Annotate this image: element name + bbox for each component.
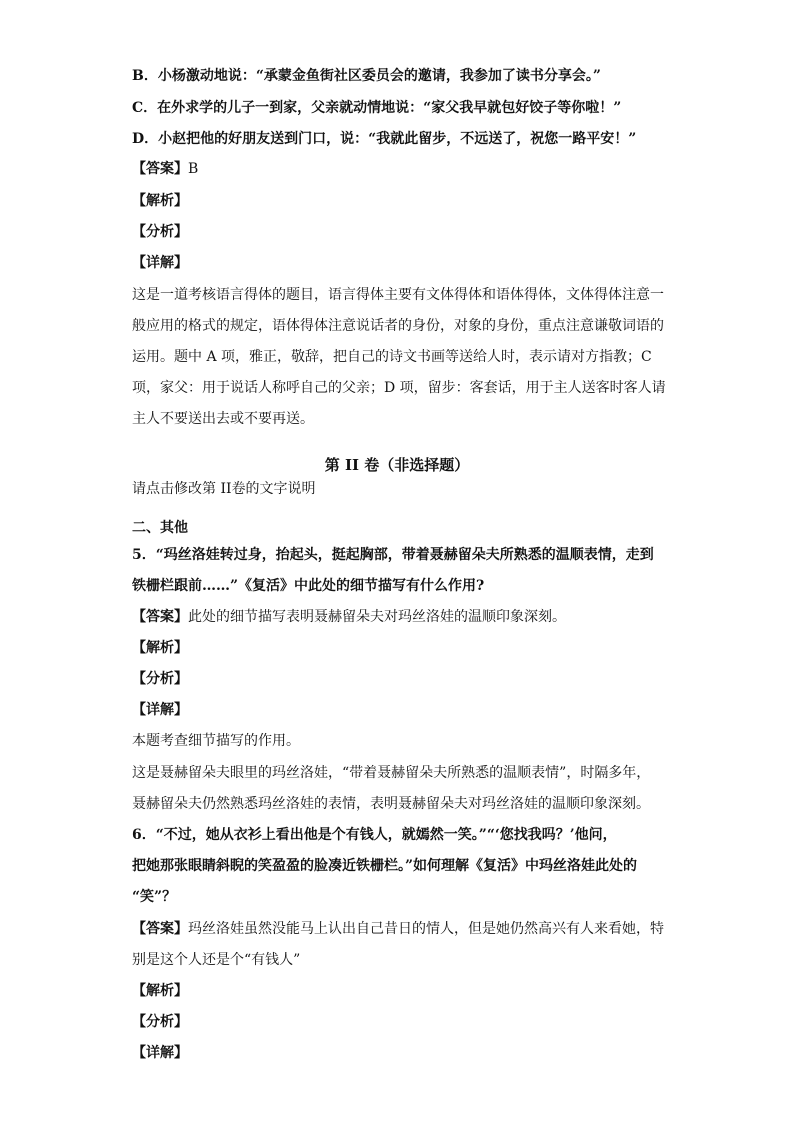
q6-analysis-label: 【解析】: [132, 983, 188, 999]
q6-answer-line: 玛丝洛娃虽然没能马上认出自己昔日的情人，但是她仍然高兴有人来看她，特: [188, 921, 664, 937]
q6-detail-label: 【详解】: [132, 1045, 188, 1061]
q4-option-d: D．小赵把他的好朋友送到门口，说：“我就此留步，不远送了，祝您一路平安！”: [132, 131, 637, 147]
section-title: 第 II 卷（非选择题）: [324, 456, 470, 474]
q5-fenxi-label: 【分析】: [132, 671, 188, 687]
q6-fenxi-label: 【分析】: [132, 1014, 188, 1030]
q4-fenxi-label: 【分析】: [132, 224, 188, 240]
q4-detail-line: 主人不要送出去或不要再送。: [132, 411, 314, 427]
q4-detail-label: 【详解】: [132, 255, 188, 271]
q4-detail-line: 项，家父：用于说话人称呼自己的父亲；D 项，留步：客套话，用于主人送客时客人请: [132, 380, 666, 396]
q4-detail-line: 般应用的格式的规定，语体得体注意说话者的身份，对象的身份，重点注意谦敬词语的: [132, 318, 664, 334]
q4-option-b: B．小杨激动地说：“承蒙金鱼街社区委员会的邀请，我参加了读书分享会。”: [132, 68, 601, 84]
q6-answer-label: 【答案】: [132, 921, 188, 937]
q6-question-line: 把她那张眼睛斜睨的笑盈盈的脸凑近铁栅栏。”如何理解《复活》中玛丝洛娃此处的: [132, 858, 638, 874]
q4-option-c: C．在外求学的儿子一到家，父亲就动情地说：“家父我早就包好饺子等你啦！”: [132, 100, 622, 116]
q6-question-line: 6．“不过，她从衣衫上看出他是个有钱人，就嫣然一笑。”“‘您找我吗？’他问，: [132, 827, 617, 843]
section-note: 请点击修改第 II卷的文字说明: [132, 481, 316, 497]
q4-answer-label: 【答案】: [132, 161, 188, 177]
q5-question-line: 铁栅栏跟前……”《复活》中此处的细节描写有什么作用?: [132, 578, 485, 594]
q6-question-line: “笑”？: [132, 889, 177, 905]
q5-analysis-label: 【解析】: [132, 640, 188, 656]
q5-detail-line: 聂赫留朵夫仍然熟悉玛丝洛娃的表情，表明聂赫留朵夫对玛丝洛娃的温顺印象深刻。: [132, 796, 650, 812]
q6-answer-line: 别是这个人还是个“有钱人”: [132, 952, 301, 968]
part-heading: 二、其他: [132, 520, 188, 536]
q4-detail-line: 运用。题中 A 项，雅正，敬辞，把自己的诗文书画等送给人时，表示请对方指教；C: [132, 349, 652, 365]
q5-detail-line: 本题考查细节描写的作用。: [132, 733, 300, 749]
q5-answer: [132, 607, 664, 627]
q5-answer-value: 此处的细节描写表明聂赫留朵夫对玛丝洛娃的温顺印象深刻。: [188, 609, 566, 625]
q4-answer: [132, 159, 664, 179]
q4-detail-line: 这是一道考核语言得体的题目，语言得体主要有文体得体和语体得体，文体得体注意一: [132, 287, 664, 303]
q5-detail-line: 这是聂赫留朵夫眼里的玛丝洛娃，“带着聂赫留朵夫所熟悉的温顺表情”，时隔多年，: [132, 765, 651, 781]
q6-answer: [132, 919, 664, 939]
q4-answer-value: B: [188, 161, 199, 177]
q5-question-line: 5．“玛丝洛娃转过身，抬起头，挺起胸部，带着聂赫留朵夫所熟悉的温顺表情，走到: [132, 547, 654, 563]
q4-analysis-label: 【解析】: [132, 193, 188, 209]
q5-detail-label: 【详解】: [132, 702, 188, 718]
q5-answer-label: 【答案】: [132, 609, 188, 625]
